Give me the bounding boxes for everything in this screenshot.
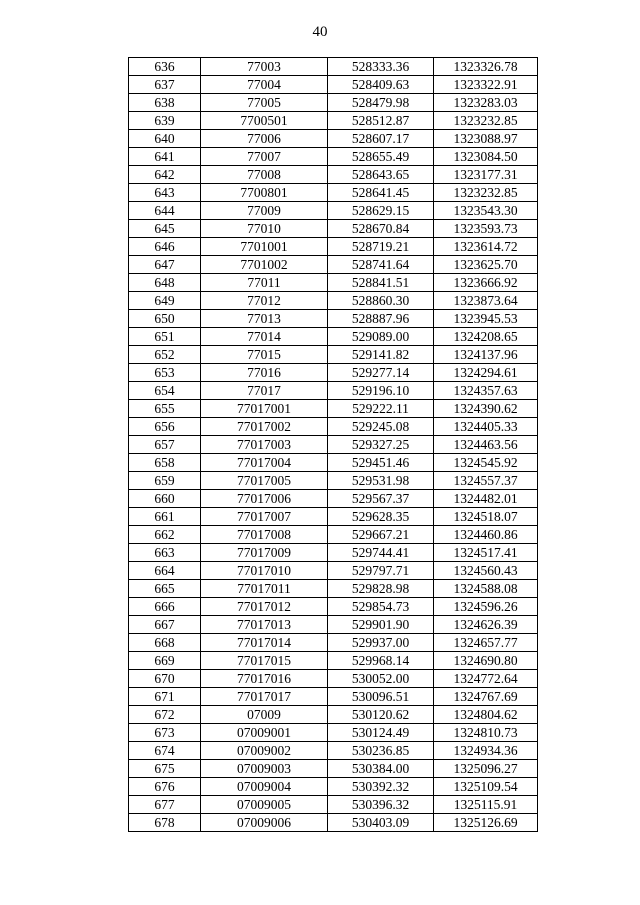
- row-index-cell: 662: [129, 526, 201, 544]
- point-id-cell: 77007: [201, 148, 328, 166]
- row-index-cell: 660: [129, 490, 201, 508]
- table-row: [129, 706, 538, 724]
- row-index-cell: 668: [129, 634, 201, 652]
- row-index-cell: 636: [129, 58, 201, 76]
- row-index-cell: 676: [129, 778, 201, 796]
- table-row: [129, 184, 538, 202]
- row-index-cell: 671: [129, 688, 201, 706]
- row-index-cell: 639: [129, 112, 201, 130]
- point-id-cell: 77012: [201, 292, 328, 310]
- x-coordinate-cell: 528641.45: [328, 184, 434, 202]
- point-id-cell: 7700801: [201, 184, 328, 202]
- x-coordinate-cell: 529828.98: [328, 580, 434, 598]
- point-id-cell: 77017011: [201, 580, 328, 598]
- point-id-cell: 77017007: [201, 508, 328, 526]
- coordinates-table: [128, 57, 538, 832]
- y-coordinate-cell: 1324772.64: [434, 670, 538, 688]
- x-coordinate-cell: 528841.51: [328, 274, 434, 292]
- table-row: [129, 454, 538, 472]
- y-coordinate-cell: 1324545.92: [434, 454, 538, 472]
- y-coordinate-cell: 1324357.63: [434, 382, 538, 400]
- row-index-cell: 637: [129, 76, 201, 94]
- table-row: [129, 400, 538, 418]
- row-index-cell: 641: [129, 148, 201, 166]
- table-row: [129, 418, 538, 436]
- table-row: [129, 166, 538, 184]
- y-coordinate-cell: 1324482.01: [434, 490, 538, 508]
- x-coordinate-cell: 529937.00: [328, 634, 434, 652]
- table-row: [129, 778, 538, 796]
- x-coordinate-cell: 528479.98: [328, 94, 434, 112]
- table-row: [129, 814, 538, 832]
- point-id-cell: 77009: [201, 202, 328, 220]
- row-index-cell: 678: [129, 814, 201, 832]
- table-row: [129, 202, 538, 220]
- point-id-cell: 77006: [201, 130, 328, 148]
- y-coordinate-cell: 1323873.64: [434, 292, 538, 310]
- y-coordinate-cell: 1325109.54: [434, 778, 538, 796]
- row-index-cell: 675: [129, 760, 201, 778]
- point-id-cell: 07009: [201, 706, 328, 724]
- point-id-cell: 77017008: [201, 526, 328, 544]
- table-row: [129, 508, 538, 526]
- table-row: [129, 670, 538, 688]
- point-id-cell: 07009006: [201, 814, 328, 832]
- point-id-cell: 07009002: [201, 742, 328, 760]
- row-index-cell: 646: [129, 238, 201, 256]
- x-coordinate-cell: 528409.63: [328, 76, 434, 94]
- row-index-cell: 650: [129, 310, 201, 328]
- row-index-cell: 669: [129, 652, 201, 670]
- row-index-cell: 672: [129, 706, 201, 724]
- point-id-cell: 77017: [201, 382, 328, 400]
- point-id-cell: 77015: [201, 346, 328, 364]
- x-coordinate-cell: 529089.00: [328, 328, 434, 346]
- x-coordinate-cell: 529141.82: [328, 346, 434, 364]
- x-coordinate-cell: 529901.90: [328, 616, 434, 634]
- y-coordinate-cell: 1324690.80: [434, 652, 538, 670]
- x-coordinate-cell: 529854.73: [328, 598, 434, 616]
- row-index-cell: 644: [129, 202, 201, 220]
- table-row: [129, 796, 538, 814]
- table-row: [129, 742, 538, 760]
- table-row: [129, 472, 538, 490]
- row-index-cell: 651: [129, 328, 201, 346]
- y-coordinate-cell: 1324588.08: [434, 580, 538, 598]
- x-coordinate-cell: 530396.32: [328, 796, 434, 814]
- x-coordinate-cell: 530403.09: [328, 814, 434, 832]
- x-coordinate-cell: 529797.71: [328, 562, 434, 580]
- x-coordinate-cell: 529327.25: [328, 436, 434, 454]
- row-index-cell: 664: [129, 562, 201, 580]
- point-id-cell: 77017002: [201, 418, 328, 436]
- x-coordinate-cell: 530392.32: [328, 778, 434, 796]
- point-id-cell: 7700501: [201, 112, 328, 130]
- point-id-cell: 07009004: [201, 778, 328, 796]
- x-coordinate-cell: 530124.49: [328, 724, 434, 742]
- y-coordinate-cell: 1324810.73: [434, 724, 538, 742]
- row-index-cell: 656: [129, 418, 201, 436]
- table-row: [129, 148, 538, 166]
- y-coordinate-cell: 1323232.85: [434, 184, 538, 202]
- point-id-cell: 77017006: [201, 490, 328, 508]
- point-id-cell: 77016: [201, 364, 328, 382]
- point-id-cell: 77017014: [201, 634, 328, 652]
- row-index-cell: 653: [129, 364, 201, 382]
- row-index-cell: 674: [129, 742, 201, 760]
- y-coordinate-cell: 1325126.69: [434, 814, 538, 832]
- table-row: [129, 652, 538, 670]
- row-index-cell: 647: [129, 256, 201, 274]
- y-coordinate-cell: 1323322.91: [434, 76, 538, 94]
- table-row: [129, 364, 538, 382]
- x-coordinate-cell: 529245.08: [328, 418, 434, 436]
- point-id-cell: 77017010: [201, 562, 328, 580]
- point-id-cell: 77004: [201, 76, 328, 94]
- y-coordinate-cell: 1324560.43: [434, 562, 538, 580]
- x-coordinate-cell: 529451.46: [328, 454, 434, 472]
- row-index-cell: 663: [129, 544, 201, 562]
- row-index-cell: 658: [129, 454, 201, 472]
- y-coordinate-cell: 1323614.72: [434, 238, 538, 256]
- y-coordinate-cell: 1323084.50: [434, 148, 538, 166]
- table-row: [129, 562, 538, 580]
- x-coordinate-cell: 528333.36: [328, 58, 434, 76]
- x-coordinate-cell: 529222.11: [328, 400, 434, 418]
- x-coordinate-cell: 530120.62: [328, 706, 434, 724]
- table-row: [129, 616, 538, 634]
- table-row: [129, 94, 538, 112]
- row-index-cell: 677: [129, 796, 201, 814]
- row-index-cell: 649: [129, 292, 201, 310]
- x-coordinate-cell: 529196.10: [328, 382, 434, 400]
- point-id-cell: 77017005: [201, 472, 328, 490]
- table-row: [129, 58, 538, 76]
- table-row: [129, 436, 538, 454]
- x-coordinate-cell: 528512.87: [328, 112, 434, 130]
- table-row: [129, 238, 538, 256]
- x-coordinate-cell: 528607.17: [328, 130, 434, 148]
- y-coordinate-cell: 1324518.07: [434, 508, 538, 526]
- y-coordinate-cell: 1323625.70: [434, 256, 538, 274]
- table-row: [129, 346, 538, 364]
- y-coordinate-cell: 1324463.56: [434, 436, 538, 454]
- x-coordinate-cell: 528629.15: [328, 202, 434, 220]
- table-row: [129, 544, 538, 562]
- table-row: [129, 328, 538, 346]
- y-coordinate-cell: 1324294.61: [434, 364, 538, 382]
- point-id-cell: 77017013: [201, 616, 328, 634]
- point-id-cell: 07009003: [201, 760, 328, 778]
- point-id-cell: 07009005: [201, 796, 328, 814]
- x-coordinate-cell: 530384.00: [328, 760, 434, 778]
- point-id-cell: 77014: [201, 328, 328, 346]
- point-id-cell: 77011: [201, 274, 328, 292]
- point-id-cell: 7701002: [201, 256, 328, 274]
- point-id-cell: 77017003: [201, 436, 328, 454]
- y-coordinate-cell: 1323326.78: [434, 58, 538, 76]
- y-coordinate-cell: 1324460.86: [434, 526, 538, 544]
- x-coordinate-cell: 529531.98: [328, 472, 434, 490]
- x-coordinate-cell: 530236.85: [328, 742, 434, 760]
- y-coordinate-cell: 1324626.39: [434, 616, 538, 634]
- point-id-cell: 77010: [201, 220, 328, 238]
- y-coordinate-cell: 1324517.41: [434, 544, 538, 562]
- y-coordinate-cell: 1325096.27: [434, 760, 538, 778]
- y-coordinate-cell: 1323177.31: [434, 166, 538, 184]
- y-coordinate-cell: 1323543.30: [434, 202, 538, 220]
- y-coordinate-cell: 1323593.73: [434, 220, 538, 238]
- y-coordinate-cell: 1325115.91: [434, 796, 538, 814]
- point-id-cell: 77017004: [201, 454, 328, 472]
- point-id-cell: 07009001: [201, 724, 328, 742]
- y-coordinate-cell: 1324657.77: [434, 634, 538, 652]
- row-index-cell: 659: [129, 472, 201, 490]
- x-coordinate-cell: 529628.35: [328, 508, 434, 526]
- table-row: [129, 634, 538, 652]
- table-row: [129, 760, 538, 778]
- y-coordinate-cell: 1324557.37: [434, 472, 538, 490]
- point-id-cell: 77017017: [201, 688, 328, 706]
- table-row: [129, 292, 538, 310]
- row-index-cell: 655: [129, 400, 201, 418]
- y-coordinate-cell: 1324390.62: [434, 400, 538, 418]
- x-coordinate-cell: 528719.21: [328, 238, 434, 256]
- point-id-cell: 7701001: [201, 238, 328, 256]
- table-row: [129, 724, 538, 742]
- page-number: 40: [312, 24, 328, 40]
- y-coordinate-cell: 1324934.36: [434, 742, 538, 760]
- x-coordinate-cell: 528655.49: [328, 148, 434, 166]
- table-row: [129, 382, 538, 400]
- table-row: [129, 580, 538, 598]
- x-coordinate-cell: 529667.21: [328, 526, 434, 544]
- y-coordinate-cell: 1324405.33: [434, 418, 538, 436]
- x-coordinate-cell: 529277.14: [328, 364, 434, 382]
- y-coordinate-cell: 1323945.53: [434, 310, 538, 328]
- row-index-cell: 661: [129, 508, 201, 526]
- point-id-cell: 77008: [201, 166, 328, 184]
- table-row: [129, 310, 538, 328]
- row-index-cell: 673: [129, 724, 201, 742]
- table-row: [129, 688, 538, 706]
- y-coordinate-cell: 1323283.03: [434, 94, 538, 112]
- table-row: [129, 130, 538, 148]
- row-index-cell: 642: [129, 166, 201, 184]
- x-coordinate-cell: 529968.14: [328, 652, 434, 670]
- x-coordinate-cell: 528670.84: [328, 220, 434, 238]
- row-index-cell: 648: [129, 274, 201, 292]
- point-id-cell: 77017015: [201, 652, 328, 670]
- row-index-cell: 666: [129, 598, 201, 616]
- table-row: [129, 256, 538, 274]
- point-id-cell: 77017012: [201, 598, 328, 616]
- x-coordinate-cell: 529567.37: [328, 490, 434, 508]
- point-id-cell: 77017016: [201, 670, 328, 688]
- point-id-cell: 77003: [201, 58, 328, 76]
- y-coordinate-cell: 1323088.97: [434, 130, 538, 148]
- table-row: [129, 598, 538, 616]
- point-id-cell: 77013: [201, 310, 328, 328]
- y-coordinate-cell: 1323232.85: [434, 112, 538, 130]
- table-row: [129, 112, 538, 130]
- x-coordinate-cell: 529744.41: [328, 544, 434, 562]
- y-coordinate-cell: 1324767.69: [434, 688, 538, 706]
- row-index-cell: 667: [129, 616, 201, 634]
- x-coordinate-cell: 528887.96: [328, 310, 434, 328]
- x-coordinate-cell: 530096.51: [328, 688, 434, 706]
- row-index-cell: 643: [129, 184, 201, 202]
- coordinates-table-body: [129, 58, 538, 832]
- row-index-cell: 640: [129, 130, 201, 148]
- row-index-cell: 654: [129, 382, 201, 400]
- y-coordinate-cell: 1324208.65: [434, 328, 538, 346]
- x-coordinate-cell: 530052.00: [328, 670, 434, 688]
- table-row: [129, 490, 538, 508]
- y-coordinate-cell: 1324804.62: [434, 706, 538, 724]
- table-row: [129, 220, 538, 238]
- row-index-cell: 638: [129, 94, 201, 112]
- x-coordinate-cell: 528860.30: [328, 292, 434, 310]
- y-coordinate-cell: 1323666.92: [434, 274, 538, 292]
- table-row: [129, 76, 538, 94]
- row-index-cell: 665: [129, 580, 201, 598]
- y-coordinate-cell: 1324137.96: [434, 346, 538, 364]
- row-index-cell: 645: [129, 220, 201, 238]
- y-coordinate-cell: 1324596.26: [434, 598, 538, 616]
- table-row: [129, 274, 538, 292]
- point-id-cell: 77005: [201, 94, 328, 112]
- table-row: [129, 526, 538, 544]
- row-index-cell: 657: [129, 436, 201, 454]
- point-id-cell: 77017009: [201, 544, 328, 562]
- x-coordinate-cell: 528741.64: [328, 256, 434, 274]
- x-coordinate-cell: 528643.65: [328, 166, 434, 184]
- row-index-cell: 652: [129, 346, 201, 364]
- row-index-cell: 670: [129, 670, 201, 688]
- point-id-cell: 77017001: [201, 400, 328, 418]
